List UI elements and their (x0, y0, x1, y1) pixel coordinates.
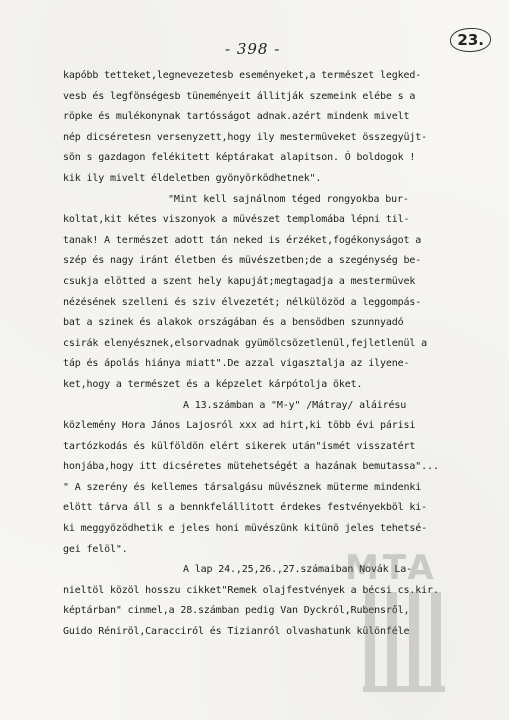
text-line: képtárban" cinmel,a 28.számban pedig Van Dyckról,Rubensről, (63, 605, 410, 617)
text-line: nieltöl közöl hosszu cikket"Remek olajfestvények a bécsi cs.kir. (63, 584, 439, 596)
text-line: Guido Réniröl,Caracciról és Tizianról olvashatunk különféle (63, 626, 410, 638)
archive-number: 23. (450, 28, 491, 52)
text-line: "Mint kell sajnálnom téged rongyokba bur- (168, 193, 409, 205)
library-watermark-stamp (345, 548, 465, 698)
text-line: honjába,hogy itt dicséretes mütehetségét a hazának bemutassa"... (63, 461, 439, 473)
text-line: tartózkodás és külföldön elért sikerek után"ismét visszatért (63, 440, 416, 452)
text-line: csirák elenyésznek,elsorvadnak gyümölcsözetlenül,fejletlenül a (63, 337, 427, 349)
text-line: bat a szinek és alakok országában és a bensödben szunnyadó (63, 317, 404, 329)
text-line: kapóbb tetteket,legnevezetesb eseményeket,a természet legked- (63, 70, 422, 81)
text-line: " A szerény és kellemes társalgásu müvésznek müterme mindenki (63, 481, 422, 493)
text-line: ki meggyözödhetik e jeles honi müvészünk kitünö jeles tehetsé- (63, 523, 427, 535)
text-line: nézésének szelleni és sziv élvezetét; nélkülözöd a leggompás- (63, 296, 422, 308)
page-number: - 398 - (225, 40, 281, 58)
text-line: ket,hogy a természet és a képzelet kárpótolja öket. (63, 378, 363, 390)
paragraph (63, 396, 475, 561)
stamp-columns-icon (363, 592, 453, 692)
text-line: sön s gazdagon felékitett képtárakat alapitson. Ó boldogok ! (63, 152, 416, 164)
text-line: A lap 24.,25,26.,27.számaiban Novák La- (183, 564, 412, 576)
text-line: vesb és legfönségesb tüneményeit állitják szemeink elébe s a (63, 90, 416, 102)
paragraph (63, 66, 475, 190)
text-line: közlemény Hora János Lajosról xxx ad hirt,ki több évi párisi (63, 420, 416, 432)
text-line: csukja elötted a szent hely kapuját;megtagadja a mestermüvek (63, 275, 416, 287)
paragraph (63, 190, 475, 396)
text-line: gei felöl". (63, 543, 128, 555)
text-line: kik ily mivelt éldeletben gyönyörködhetnek". (63, 172, 322, 184)
text-line: tanak! A természet adott tán neked is érzéket,fogékonyságot a (63, 234, 422, 246)
text-line: nép dicséretesn versenyzett,hogy ily mestermüveket összegyüjt- (63, 131, 427, 143)
text-line: röpke és mulékonynak tartósságot adnak.azért mindenk mivelt (63, 111, 410, 123)
text-line: koltat,kit kétes viszonyok a müvészet templomába lépni til- (63, 214, 410, 226)
text-line: táp és ápolás hiánya miatt".De azzal vigasztalja az ilyene- (63, 358, 410, 370)
text-line: elött tárva áll s a bennkfelállitott érdekes festvényekböl ki- (63, 502, 427, 514)
text-line: szép és nagy iránt életben és müvészetben;de a szegénység be- (63, 255, 422, 267)
stamp-text: MTA (345, 548, 438, 588)
text-line: A 13.számban a "M-y" /Mátray/ aláirésu (183, 399, 407, 411)
